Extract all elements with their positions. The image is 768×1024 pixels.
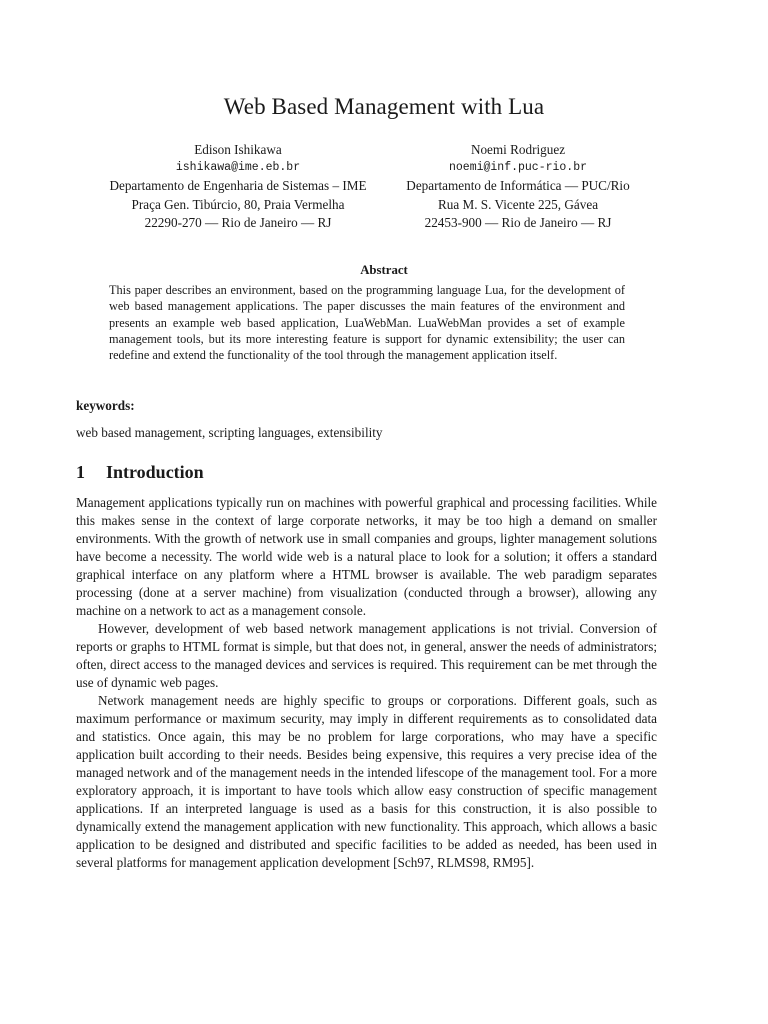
section-heading bbox=[76, 462, 204, 483]
author-block-1 bbox=[78, 141, 398, 232]
keywords-text: web based management, scripting languages, extensibility bbox=[76, 425, 383, 440]
section-number: 1 bbox=[76, 462, 85, 482]
author-block-2 bbox=[358, 141, 678, 232]
paper-title: Web Based Management with Lua bbox=[223, 94, 545, 119]
author-city: 22290-270 — Rio de Janeiro — RJ bbox=[144, 214, 332, 230]
author-email: noemi@inf.puc-rio.br bbox=[448, 161, 588, 175]
author-name: Noemi Rodriguez bbox=[470, 142, 566, 157]
paragraph: Management applications typically run on machines with powerful graphical and processing facilities. While this makes sense in the context of large corporate networks, it may be too high a demand on smaller environments. With the growth of network use in small companies and groups, lighter management solutions have become a necessity. The world wide web is a natural place to look for a solution; it offers a standard graphical interface on any platform where a HTML browser is available. The web paradigm separates processing (done at a server machine) from visualization (conducted through a browser), allowing any machine on a network to act as a management console. bbox=[76, 495, 657, 618]
abstract-heading: Abstract bbox=[360, 263, 408, 277]
paragraph: However, development of web based network management applications is not trivial. Conversion of reports or graphs to HTML format is simple, but that does not, in general, answer the needs of administrators; often, direct access to the managed devices and services is required. This requirement can be met through the use of dynamic web pages. bbox=[76, 621, 657, 690]
paragraph: Network management needs are highly specific to groups or corporations. Different goals, such as maximum performance or maximum security, may imply in different requirements as to consolidated data and statistics. Once again, this may be no problem for large corporations, who may have a specific application built according to their needs. Besides being expensive, this requires a very precise idea of the managed network and of the management needs in the intended lifescope of the management tool. For a more exploratory approach, it is important to have tools which allow easy construction of specific management applications. If an interpreted language is used as a basis for this construction, it is also possible to dynamically extend the management application with new functionality. This approach, which allows a basic application to be designed and distributed and specific facilities to be added as needed, has been used in several platforms for management application development [Sch97, RLMS98, RM95]. bbox=[76, 693, 657, 870]
section-title: Introduction bbox=[106, 462, 204, 482]
author-email: ishikawa@ime.eb.br bbox=[175, 161, 301, 175]
author-department: Departamento de Engenharia de Sistemas – IME bbox=[109, 178, 367, 194]
abstract-text: This paper describes an environment, based on the programming language Lua, for the development of web based management applications. The paper discusses the main features of the environment and presents an example web based application, LuaWebMan. LuaWebMan provides a set of example management tools, but its more interesting feature is support for dynamic extensibility; the user can redefine and extend the functionality of the tool through the management application itself. bbox=[109, 283, 625, 363]
keywords-heading: keywords: bbox=[76, 398, 135, 413]
author-address: Praça Gen. Tibúrcio, 80, Praia Vermelha bbox=[131, 196, 345, 212]
author-city: 22453-900 — Rio de Janeiro — RJ bbox=[424, 214, 612, 230]
author-department: Departamento de Informática — PUC/Rio bbox=[406, 178, 630, 194]
author-address: Rua M. S. Vicente 225, Gávea bbox=[437, 196, 599, 212]
body-text bbox=[76, 494, 657, 872]
author-name: Edison Ishikawa bbox=[194, 142, 282, 157]
